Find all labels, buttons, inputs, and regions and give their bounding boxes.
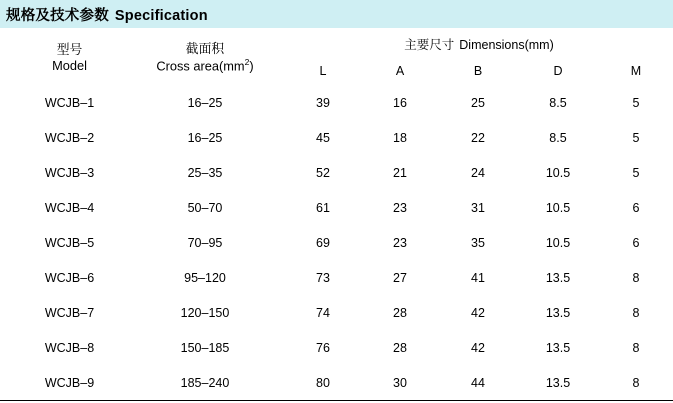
cell-l: 39 — [316, 95, 330, 110]
cell-b: 22 — [471, 130, 485, 145]
cell-cross-area: 16–25 — [187, 95, 223, 110]
column-header-model-en: Model — [52, 57, 87, 73]
cell-model: WCJB–6 — [44, 270, 95, 285]
cell-d: 13.5 — [517, 365, 599, 401]
cell-model: WCJB–3 — [44, 165, 95, 180]
cell-m: 8 — [599, 365, 673, 401]
column-header-d: D — [553, 64, 563, 78]
page-title — [0, 4, 208, 25]
column-header-a: A — [395, 64, 405, 78]
cross-area-unit-text: Cross area(mm — [156, 58, 245, 74]
column-header-dimensions-cn: 主要尺寸 — [404, 37, 455, 52]
cell-b: 41 — [471, 270, 485, 285]
cell-b: 42 — [471, 305, 485, 320]
cell-b: 42 — [471, 340, 485, 355]
column-header-m: M — [630, 64, 642, 78]
cell-cross-area: 120–150 — [180, 305, 230, 320]
cell-l: 52 — [316, 165, 330, 180]
table-row — [0, 120, 673, 155]
column-header-dimensions — [285, 30, 673, 57]
cell-d: 13.5 — [545, 305, 571, 320]
page-title-chinese: 规格及技术参数 — [6, 7, 109, 24]
column-header-b: B — [473, 64, 483, 78]
cell-l: 45 — [316, 130, 330, 145]
cell-d: 10.5 — [545, 200, 571, 215]
cell-d: 8.5 — [549, 95, 567, 110]
cell-d: 13.5 — [545, 270, 571, 285]
table-header-row-top — [0, 30, 673, 57]
cell-l: 73 — [316, 270, 330, 285]
cell-cross-area: 16–25 — [187, 130, 223, 145]
cell-model: WCJB–4 — [44, 200, 95, 215]
cell-m: 8 — [632, 340, 640, 355]
column-header-model — [0, 30, 125, 85]
column-header-cross-area-cn: 截面积 — [185, 40, 225, 56]
cell-b: 24 — [471, 165, 485, 180]
column-header-dimensions-en: Dimensions(mm) — [459, 37, 554, 52]
cell-d: 13.5 — [545, 340, 571, 355]
table-header — [0, 30, 673, 85]
table-row — [0, 190, 673, 225]
cell-l: 61 — [316, 200, 330, 215]
column-header-l: L — [319, 64, 327, 78]
cell-model: WCJB–2 — [44, 130, 95, 145]
cell-m: 8 — [632, 270, 640, 285]
specification-table — [0, 30, 673, 401]
cell-d: 8.5 — [549, 130, 567, 145]
cell-l: 80 — [285, 365, 361, 401]
cell-b: 44 — [439, 365, 517, 401]
cell-cross-area: 95–120 — [184, 270, 226, 285]
column-header-cross-area — [125, 30, 285, 85]
cell-model: WCJB–5 — [44, 235, 95, 250]
table-row — [0, 85, 673, 120]
cell-b: 31 — [471, 200, 485, 215]
table-body — [0, 85, 673, 401]
cell-a: 28 — [393, 340, 407, 355]
cell-cross-area: 70–95 — [187, 235, 223, 250]
cell-a: 21 — [393, 165, 407, 180]
cell-a: 23 — [393, 235, 407, 250]
cell-a: 28 — [393, 305, 407, 320]
cell-cross-area: 150–185 — [180, 340, 230, 355]
table-row — [0, 260, 673, 295]
page-title-english: Specification — [114, 7, 208, 24]
column-header-cross-area-en — [125, 57, 285, 74]
cell-d: 10.5 — [545, 165, 571, 180]
cell-m: 5 — [632, 165, 640, 180]
table-row — [0, 225, 673, 260]
cell-model: WCJB–1 — [44, 95, 95, 110]
cell-cross-area: 50–70 — [187, 200, 223, 215]
cell-a: 23 — [393, 200, 407, 215]
cell-model: WCJB–8 — [44, 340, 95, 355]
cell-m: 5 — [632, 130, 640, 145]
cell-l: 69 — [316, 235, 330, 250]
cross-area-superscript: 2 — [244, 56, 250, 67]
table-row — [0, 295, 673, 330]
cell-m: 6 — [632, 235, 640, 250]
cell-a: 27 — [393, 270, 407, 285]
cell-cross-area: 25–35 — [187, 165, 223, 180]
cell-l: 74 — [316, 305, 330, 320]
cell-d: 10.5 — [545, 235, 571, 250]
table-row — [0, 155, 673, 190]
cell-a: 30 — [361, 365, 439, 401]
section-title-bar — [0, 0, 673, 28]
cross-area-unit-tail: ) — [249, 58, 254, 74]
cell-m: 6 — [632, 200, 640, 215]
cell-m: 8 — [632, 305, 640, 320]
cell-a: 18 — [393, 130, 407, 145]
table-row — [0, 365, 673, 401]
cell-m: 5 — [632, 95, 640, 110]
cell-cross-area: 185–240 — [125, 365, 285, 401]
cell-model: WCJB–7 — [44, 305, 95, 320]
column-header-model-cn: 型号 — [56, 41, 83, 57]
cell-b: 25 — [471, 95, 485, 110]
cell-l: 76 — [316, 340, 330, 355]
cell-a: 16 — [393, 95, 407, 110]
cell-model: WCJB–9 — [0, 365, 125, 401]
cell-b: 35 — [471, 235, 485, 250]
table-row — [0, 330, 673, 365]
